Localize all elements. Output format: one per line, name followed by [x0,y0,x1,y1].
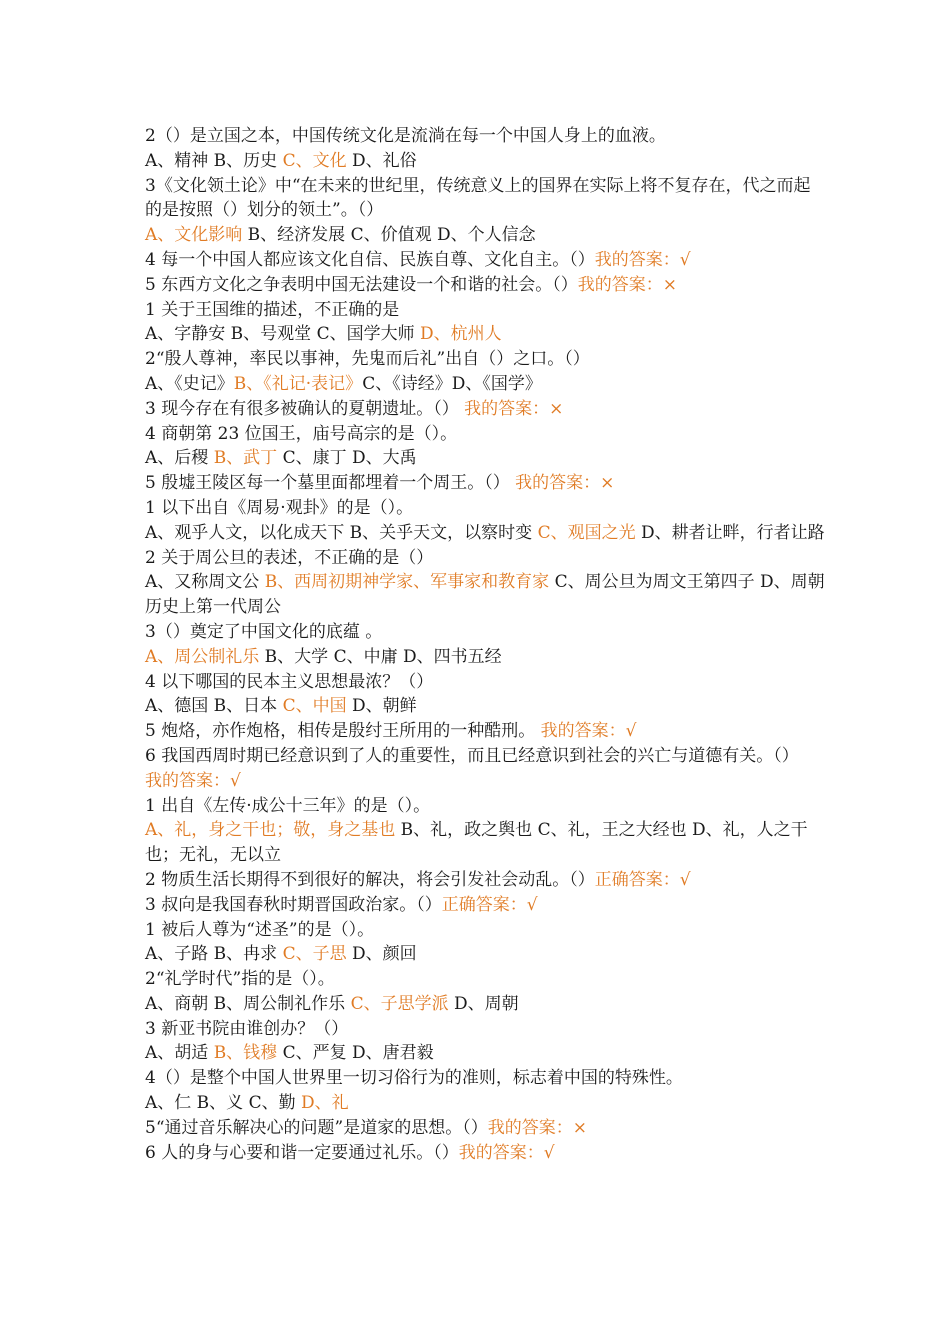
highlighted-answer: 我的答案：× [577,274,677,295]
text-segment: B、礼，政之舆也 C、礼，王之大经也 D、礼，人之干也；无礼，无以立 [145,820,808,866]
highlighted-answer: B、钱穆 [213,1043,278,1064]
text-segment: C、康丁 D、大禹 [277,448,417,469]
text-line [145,918,825,943]
text-line [145,273,825,298]
text-line [145,1041,825,1066]
text-line [145,744,825,769]
text-segment: 1 关于王国维的描述，不正确的是 [145,299,400,320]
text-segment: 4 商朝第 23 位国王，庙号高宗的是（）。 [145,423,458,444]
text-segment: 6 我国西周时期已经意识到了人的重要性，而且已经意识到社会的兴亡与道德有关。（） [145,745,799,766]
highlighted-answer: C、观国之光 [537,522,636,543]
text-segment: 3《文化领土论》中“在未来的世纪里，传统意义上的国界在实际上将不复存在，代之而起的是按照（）划分的领土”。（） [145,175,811,221]
highlighted-answer: 我的答案：√ [540,721,637,742]
text-segment: 2（）是立国之本，中国传统文化是流淌在每一个中国人身上的血液。 [145,126,666,146]
text-line [145,620,825,645]
text-segment: A、观乎人文，以化成天下 B、关乎天文，以察时变 [145,522,538,543]
text-segment: 2“殷人尊神，率民以事神，先鬼而后礼”出自（）之口。（） [145,349,590,370]
text-segment: 4（）是整个中国人世界里一切习俗行为的准则，标志着中国的特殊性。 [145,1068,683,1089]
highlighted-answer: 我的答案：× [487,1117,587,1138]
text-segment: B、大学 C、中庸 D、四书五经 [259,646,502,667]
highlighted-answer: C、子思学派 [350,993,449,1014]
highlighted-answer: 我的答案：√ [458,1142,555,1163]
text-segment: C、周公旦为周文王第四子 D、周朝历史上第一代周公 [145,572,825,618]
text-segment: 2 关于周公旦的表述，不正确的是（） [145,547,434,568]
text-segment: 5 炮烙，亦作炮格，相传是殷纣王所用的一种酷刑。 [145,721,541,742]
highlighted-answer: D、杭州人 [420,324,502,345]
text-line [145,298,825,323]
text-segment: 2“礼学时代”指的是（）。 [145,969,335,990]
text-line [145,149,825,174]
highlighted-answer: 我的答案：× [515,473,615,494]
highlighted-answer: A、周公制礼乐 [145,646,260,667]
text-line [145,942,825,967]
text-segment: 3 现今存在有很多被确认的夏朝遗址。（） [145,398,465,419]
text-segment: A、后稷 [145,448,214,469]
text-line [145,546,825,571]
text-segment: 1 出自《左传·成公十三年》的是（）。 [145,795,431,816]
text-line [145,645,825,670]
text-line [145,893,825,918]
text-segment: A、又称周文公 [145,572,265,593]
document-page [145,124,825,1165]
text-line [145,818,825,868]
text-segment: 5“通过音乐解决心的问题”是道家的思想。（） [145,1117,488,1138]
text-segment: 4 以下哪国的民本主义思想最浓？（） [145,671,434,692]
highlighted-answer: C、子思 [282,944,347,965]
text-line [145,670,825,695]
highlighted-answer: 正确答案：√ [594,869,691,890]
text-line [145,719,825,744]
highlighted-answer: 我的答案：√ [145,770,241,791]
text-segment: D、耕者让畔，行者让路 [635,522,825,543]
text-line [145,570,825,620]
highlighted-answer: B、武丁 [213,448,278,469]
text-line [145,992,825,1017]
text-line [145,868,825,893]
text-segment: 3 新亚书院由谁创办？（） [145,1018,349,1039]
text-line [145,496,825,521]
text-segment: D、朝鲜 [346,696,417,717]
text-segment: A、子路 B、冉求 [145,944,283,965]
text-line [145,248,825,273]
text-line [145,521,825,546]
text-line [145,397,825,422]
text-line [145,967,825,992]
text-segment: D、周朝 [448,993,519,1014]
highlighted-answer: A、文化影响 [145,225,243,246]
text-segment: A、胡适 [145,1043,214,1064]
text-line [145,223,825,248]
highlighted-answer: 正确答案：√ [441,894,538,915]
highlighted-answer: C、中国 [282,696,347,717]
text-line [145,694,825,719]
text-line [145,347,825,372]
text-segment: 4 每一个中国人都应该文化自信、民族自尊、文化自主。（） [145,249,595,270]
highlighted-answer: B、《礼记·表记》 [233,373,363,394]
text-segment: 2 物质生活长期得不到很好的解决，将会引发社会动乱。（） [145,869,595,890]
text-segment: A、精神 B、历史 [145,150,283,171]
text-line [145,372,825,397]
text-segment: A、仁 B、义 C、勤 [145,1093,301,1114]
text-line [145,794,825,819]
text-line [145,1141,825,1166]
highlighted-answer: 我的答案：√ [594,249,691,270]
text-segment: 6 人的身与心要和谐一定要通过礼乐。（） [145,1142,459,1163]
text-segment: A、商朝 B、周公制礼作乐 [145,993,351,1014]
text-line [145,1091,825,1116]
highlighted-answer: D、礼 [301,1093,349,1114]
text-line [145,1066,825,1091]
text-segment: C、严复 D、唐君毅 [277,1043,434,1064]
text-line [145,1017,825,1042]
text-segment: 1 被后人尊为“述圣”的是（）。 [145,919,375,940]
highlighted-answer: 我的答案：× [464,398,564,419]
text-segment: A、字静安 B、号观堂 C、国学大师 [145,324,420,345]
text-segment: 3（）奠定了中国文化的底蕴 。 [145,621,383,642]
text-line [145,422,825,447]
text-segment: 3 叔向是我国春秋时期晋国政治家。（） [145,894,442,915]
text-line [145,769,825,794]
text-line [145,471,825,496]
text-line [145,322,825,347]
text-segment: B、经济发展 C、价值观 D、个人信念 [242,225,536,246]
text-segment: A、德国 B、日本 [145,696,283,717]
text-segment: C、《诗经》D、《国学》 [362,373,542,394]
text-segment: 5 东西方文化之争表明中国无法建设一个和谐的社会。（） [145,274,578,295]
highlighted-answer: B、西周初期神学家、军事家和教育家 [264,572,550,593]
text-segment: A、《史记》 [145,373,234,394]
text-line [145,446,825,471]
text-segment: 5 殷墟王陵区每一个墓里面都埋着一个周王。（） [145,473,516,494]
highlighted-answer: A、礼，身之干也；敬，身之基也 [145,820,396,841]
text-line [145,1116,825,1141]
highlighted-answer: C、文化 [282,150,347,171]
text-segment: D、颜回 [346,944,417,965]
text-line [145,174,825,224]
text-segment: 1 以下出自《周易·观卦》的是（）。 [145,497,414,518]
text-segment: D、礼俗 [346,150,417,171]
text-line [145,124,825,149]
